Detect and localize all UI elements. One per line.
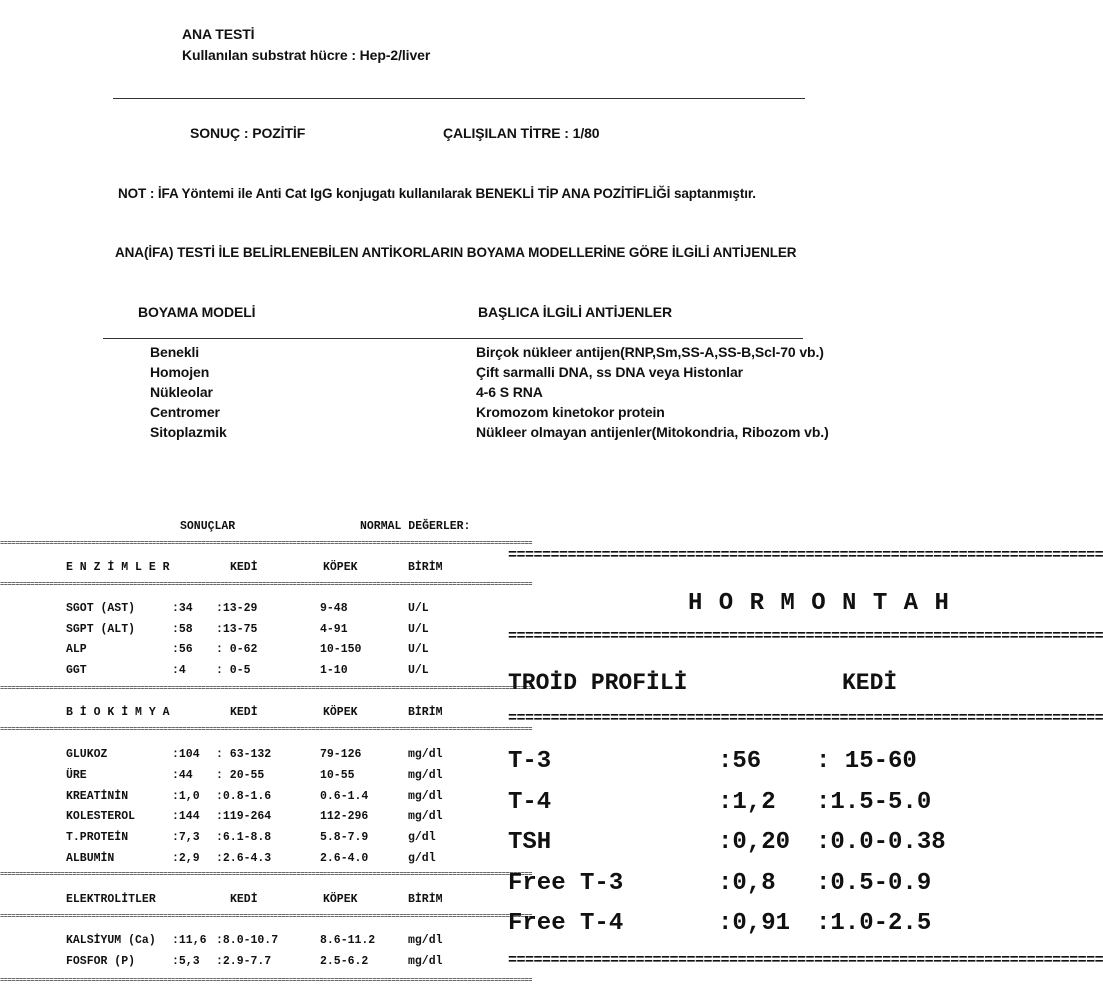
- test-name: GGT: [66, 663, 87, 677]
- hormone-value: :56: [718, 748, 762, 775]
- hormone-value: :0,8: [718, 869, 776, 897]
- hormone-range: :1.5-5.0: [816, 788, 932, 816]
- result-value: :5,3: [172, 955, 200, 968]
- dog-range: 8.6-11.2: [320, 934, 376, 947]
- dog-range: 79-126: [320, 748, 362, 761]
- dog-range: 112-296: [320, 810, 369, 824]
- dog-range: 10-55: [320, 768, 355, 782]
- test-name: KALSİYUM (Ca): [66, 934, 156, 947]
- result-value: :2,9: [172, 852, 200, 865]
- double-rule: ============================================================================================================================================: [0, 977, 533, 985]
- result-value: :144: [172, 810, 200, 824]
- cat-range: :2.9-7.7: [216, 955, 272, 968]
- hormone-name: TSH: [508, 829, 552, 856]
- unit: U/L: [408, 643, 429, 656]
- staining-antigen: Nükleer olmayan antijenler(Mitokondria, Ribozom vb.): [476, 424, 829, 440]
- hormone-range: : 15-60: [816, 748, 917, 775]
- col-kedi: KEDİ: [230, 893, 258, 906]
- hormone-value: :0,20: [718, 829, 791, 856]
- cat-range: :119-264: [216, 810, 272, 824]
- result-value: :58: [172, 622, 193, 636]
- test-name: T.PROTEİN: [66, 831, 129, 845]
- electrolytes-heading: ELEKTROLİTLER: [66, 893, 156, 906]
- col-birim: BİRİM: [408, 893, 443, 906]
- unit: g/dl: [408, 831, 436, 845]
- section-title: ANA(İFA) TESTİ İLE BELİRLENEBİLEN ANTİKORLARIN BOYAMA MODELLERİNE GÖRE İLGİLİ ANTİJENLER: [115, 245, 797, 260]
- unit: U/L: [408, 622, 429, 636]
- staining-model: Centromer: [150, 404, 220, 420]
- col-birim: BİRİM: [408, 561, 443, 574]
- result-value: :11,6: [172, 934, 207, 947]
- col-kedi: KEDİ: [230, 706, 258, 719]
- staining-antigen: Çift sarmalli DNA, ss DNA veya Histonlar: [476, 364, 744, 380]
- result-titre: ÇALIŞILAN TİTRE : 1/80: [443, 125, 600, 141]
- dog-range: 2.5-6.2: [320, 955, 369, 968]
- cat-range: : 0-62: [216, 643, 258, 656]
- unit: mg/dl: [408, 768, 443, 782]
- lab-results-label: SONUÇLAR: [180, 520, 236, 533]
- result-value: :56: [172, 643, 193, 656]
- hormone-value: :1,2: [718, 788, 776, 816]
- thyroid-profile-heading: TROİD PROFİLİ: [508, 670, 688, 696]
- double-rule: ============================================================================================================================================: [0, 540, 533, 548]
- staining-model: Homojen: [150, 364, 210, 380]
- hormone-range: :0.5-0.9: [816, 869, 932, 897]
- double-rule: ======================================================================: [508, 710, 1103, 727]
- dog-range: 9-48: [320, 602, 348, 615]
- test-name: KOLESTEROL: [66, 810, 136, 824]
- cat-range: : 0-5: [216, 663, 251, 677]
- double-rule: ============================================================================================================================================: [0, 685, 533, 693]
- double-rule: ============================================================================================================================================: [0, 726, 533, 734]
- staining-antigen: 4-6 S RNA: [476, 384, 543, 400]
- result-value: :44: [172, 768, 193, 782]
- staining-model: Nükleolar: [150, 384, 213, 400]
- result-value: :7,3: [172, 831, 200, 845]
- double-rule: ======================================================================: [508, 628, 1103, 645]
- cat-range: : 63-132: [216, 748, 272, 761]
- document-title: ANA TESTİ: [182, 26, 255, 42]
- col-birim: BİRİM: [408, 706, 443, 719]
- hormone-range: :0.0-0.38: [816, 829, 946, 856]
- result-value: :1,0: [172, 789, 200, 803]
- test-name: KREATİNİN: [66, 789, 129, 803]
- result-sonuc: SONUÇ : POZİTİF: [190, 125, 306, 141]
- staining-antigen: Kromozom kinetokor protein: [476, 404, 665, 420]
- col-kopek: KÖPEK: [323, 706, 358, 719]
- unit: mg/dl: [408, 934, 443, 947]
- test-name: GLUKOZ: [66, 748, 108, 761]
- cat-range: : 20-55: [216, 768, 265, 782]
- dog-range: 5.8-7.9: [320, 831, 369, 845]
- double-rule: ============================================================================================================================================: [0, 581, 533, 589]
- col-kopek: KÖPEK: [323, 561, 358, 574]
- hormone-name: Free T-3: [508, 869, 624, 897]
- unit: mg/dl: [408, 810, 443, 824]
- col-kopek: KÖPEK: [323, 893, 358, 906]
- double-rule: ======================================================================: [508, 952, 1103, 969]
- cat-range: :8.0-10.7: [216, 934, 279, 947]
- cat-range: :13-29: [216, 602, 258, 615]
- test-name: ALBUMİN: [66, 852, 115, 865]
- double-rule: ============================================================================================================================================: [0, 913, 533, 921]
- result-value: :4: [172, 663, 186, 677]
- unit: mg/dl: [408, 789, 443, 803]
- hormone-value: :0,91: [718, 910, 791, 937]
- divider: [113, 98, 805, 99]
- double-rule: ============================================================================================================================================: [0, 871, 533, 879]
- staining-model: Benekli: [150, 344, 200, 360]
- test-name: SGPT (ALT): [66, 622, 136, 636]
- test-name: FOSFOR (P): [66, 955, 136, 968]
- staining-col-antigens: BAŞLICA İLGİLİ ANTİJENLER: [478, 304, 673, 320]
- col-kedi: KEDİ: [230, 561, 258, 574]
- unit: U/L: [408, 663, 429, 677]
- test-name: ALP: [66, 643, 87, 656]
- divider: [103, 338, 803, 339]
- lab-normal-label: NORMAL DEĞERLER:: [360, 520, 471, 533]
- substrate-line: Kullanılan substrat hücre : Hep-2/liver: [182, 47, 431, 63]
- test-name: SGOT (AST): [66, 602, 136, 615]
- note-text: NOT : İFA Yöntemi ile Anti Cat IgG konjugatı kullanılarak BENEKLİ TİP ANA POZİTİFLİĞİ saptanmıştır.: [118, 186, 756, 201]
- unit: mg/dl: [408, 955, 443, 968]
- cat-range: :6.1-8.8: [216, 831, 272, 845]
- dog-range: 10-150: [320, 643, 362, 656]
- cat-range: :2.6-4.3: [216, 852, 272, 865]
- cat-range: :0.8-1.6: [216, 789, 272, 803]
- col-kedi: KEDİ: [842, 670, 898, 696]
- dog-range: 0.6-1.4: [320, 789, 369, 803]
- hormone-name: Free T-4: [508, 910, 624, 937]
- unit: g/dl: [408, 852, 436, 865]
- enzymes-heading: E N Z İ M L E R: [66, 561, 170, 574]
- dog-range: 2.6-4.0: [320, 852, 369, 865]
- staining-col-model: BOYAMA MODELİ: [138, 304, 256, 320]
- dog-range: 4-91: [320, 622, 348, 636]
- hormone-name: T-3: [508, 748, 552, 775]
- test-name: ÜRE: [66, 768, 87, 782]
- biochem-heading: B İ O K İ M Y A: [66, 706, 170, 719]
- hormone-name: T-4: [508, 788, 552, 816]
- result-value: :104: [172, 748, 200, 761]
- unit: U/L: [408, 602, 429, 615]
- double-rule: ======================================================================: [508, 547, 1103, 564]
- hormone-title: H O R M O N T A H: [688, 590, 950, 617]
- hormone-range: :1.0-2.5: [816, 910, 932, 937]
- cat-range: :13-75: [216, 622, 258, 636]
- staining-model: Sitoplazmik: [150, 424, 227, 440]
- result-value: :34: [172, 602, 193, 615]
- dog-range: 1-10: [320, 663, 348, 677]
- staining-antigen: Birçok nükleer antijen(RNP,Sm,SS-A,SS-B,Scl-70 vb.): [476, 344, 824, 360]
- unit: mg/dl: [408, 748, 443, 761]
